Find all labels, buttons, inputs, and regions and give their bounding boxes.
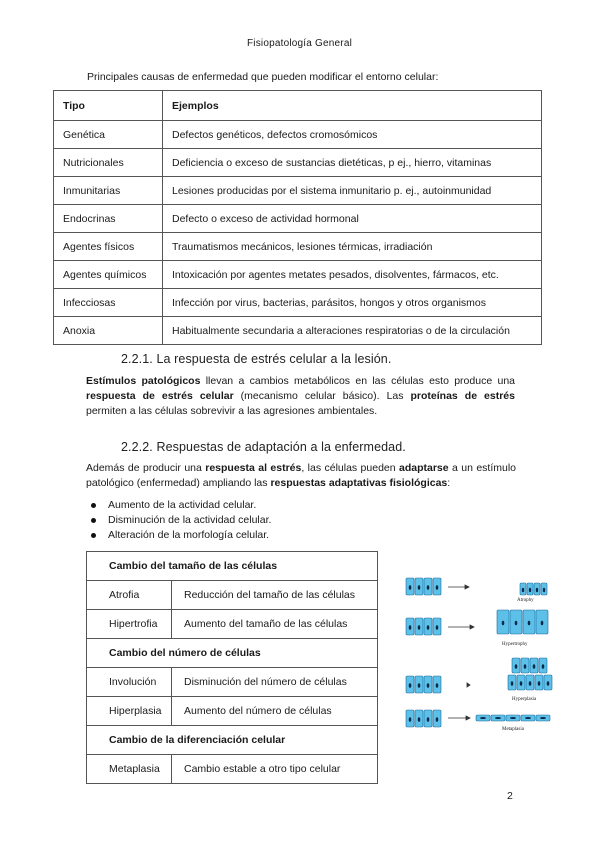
stress-paragraph	[86, 374, 515, 419]
cell-nucleus	[409, 717, 412, 722]
cell-nucleus	[522, 588, 524, 593]
paragraph-text: llevan a cambios metabólicos en las células esto produce una	[200, 375, 515, 387]
cell-nucleus	[538, 681, 541, 686]
page-number: 2	[507, 790, 513, 802]
column-header: Tipo	[54, 91, 163, 121]
cell-nucleus	[515, 621, 518, 626]
cause-type: Nutricionales	[54, 149, 163, 177]
cell-nucleus	[511, 681, 514, 686]
cell-nucleus	[541, 621, 544, 626]
table-row	[54, 233, 542, 261]
cause-examples: Traumatismos mecánicos, lesiones térmicas, irradiación	[163, 233, 542, 261]
group-title: Cambio de la diferenciación celular	[87, 726, 378, 755]
cell-nucleus	[436, 585, 439, 590]
cell-nucleus	[427, 625, 430, 630]
table-row	[54, 261, 542, 289]
table-row	[54, 205, 542, 233]
table-row	[54, 121, 542, 149]
group-row	[87, 639, 378, 668]
table-row	[54, 317, 542, 345]
cause-examples: Infección por virus, bacterias, parásitos, hongos y otros organismos	[163, 289, 542, 317]
cell-nucleus	[418, 717, 421, 722]
paragraph-text: permiten a las células sobrevivir a las agresiones ambientales.	[86, 405, 378, 417]
adaptation-type: Metaplasia	[87, 755, 172, 784]
paragraph-text: (mecanismo celular básico). Las	[233, 390, 411, 402]
adaptation-type: Hiperplasia	[87, 697, 172, 726]
cell-nucleus	[529, 681, 532, 686]
bold-term: respuestas adaptativas fisiológicas	[270, 477, 448, 489]
section-heading-stress: 2.2.1. La respuesta de estrés celular a la lesión.	[121, 352, 392, 366]
cell-nucleus	[520, 681, 523, 686]
cell-nucleus	[536, 588, 538, 593]
cause-type: Agentes químicos	[54, 261, 163, 289]
paragraph-text: :	[447, 477, 451, 489]
table-row	[87, 668, 378, 697]
bold-term: respuesta al estrés	[205, 462, 302, 474]
cell-nucleus	[502, 621, 505, 626]
column-header: Ejemplos	[163, 91, 542, 121]
cell-nucleus	[427, 717, 430, 722]
adaptation-description: Disminución del número de células	[172, 668, 378, 697]
adaptation-type: Atrofia	[87, 581, 172, 610]
adaptation-table	[86, 551, 378, 784]
adaptation-description: Aumento del tamaño de las células	[172, 610, 378, 639]
cell-nucleus	[547, 681, 550, 686]
cell-nucleus	[427, 683, 430, 688]
cell-nucleus	[533, 664, 536, 669]
adaptation-description: Cambio estable a otro tipo celular	[172, 755, 378, 784]
group-title: Cambio del número de células	[87, 639, 378, 668]
cause-type: Infecciosas	[54, 289, 163, 317]
cell-nucleus	[524, 664, 527, 669]
list-item: Aumento de la actividad celular.	[86, 498, 271, 513]
group-title: Cambio del tamaño de las células	[87, 552, 378, 581]
figure-arrows	[448, 585, 474, 720]
cell-nucleus	[418, 585, 421, 590]
cause-type: Inmunitarias	[54, 177, 163, 205]
cell-nucleus	[480, 717, 486, 719]
cell-nucleus	[436, 625, 439, 630]
table-row	[87, 755, 378, 784]
table-row	[54, 177, 542, 205]
cell-nucleus	[436, 683, 439, 688]
adaptation-paragraph	[86, 461, 516, 491]
cell-nucleus	[510, 717, 516, 719]
section-heading-adaptation: 2.2.2. Respuestas de adaptación a la enfermedad.	[121, 440, 406, 454]
table-row	[87, 697, 378, 726]
bold-term: respuesta de estrés celular	[86, 390, 234, 402]
table-row	[54, 149, 542, 177]
cell-nucleus	[529, 588, 531, 593]
cause-examples: Defecto o exceso de actividad hormonal	[163, 205, 542, 233]
cell-nucleus	[436, 717, 439, 722]
causes-table	[53, 90, 542, 345]
cause-type: Genética	[54, 121, 163, 149]
list-item: Disminución de la actividad celular.	[86, 513, 271, 528]
bold-term: adaptarse	[399, 462, 449, 474]
adaptation-description: Reducción del tamaño de las células	[172, 581, 378, 610]
metaplasia-label: Metaplasia	[502, 727, 524, 732]
group-row	[87, 552, 378, 581]
list-item: Alteración de la morfología celular.	[86, 528, 271, 543]
cause-examples: Lesiones producidas por el sistema inmunitario p. ej., autoinmunidad	[163, 177, 542, 205]
cell-nucleus	[418, 683, 421, 688]
paragraph-text: a un estímulo patológico (enfermedad) ampliando las	[86, 462, 516, 489]
cell-nucleus	[409, 683, 412, 688]
cause-examples: Deficiencia o exceso de sustancias dietéticas, p ej., hierro, vitaminas	[163, 149, 542, 177]
paragraph-text: , las células pueden	[301, 462, 399, 474]
cause-examples: Defectos genéticos, defectos cromosómicos	[163, 121, 542, 149]
cell-nucleus	[540, 717, 546, 719]
adaptation-description: Aumento del número de células	[172, 697, 378, 726]
cause-type: Agentes físicos	[54, 233, 163, 261]
table-row	[87, 581, 378, 610]
group-row	[87, 726, 378, 755]
cell-nucleus	[418, 625, 421, 630]
cell-nucleus	[409, 585, 412, 590]
bold-term: Estímulos patológicos	[86, 375, 201, 387]
intro-text: Principales causas de enfermedad que pueden modificar el entorno celular:	[87, 71, 439, 83]
cell-nucleus	[427, 585, 430, 590]
paragraph-text: Además de producir una	[86, 462, 206, 474]
cause-examples: Intoxicación por agentes metates pesados, disolventes, fármacos, etc.	[163, 261, 542, 289]
bold-term: proteínas de estrés	[410, 390, 515, 402]
table-row	[87, 610, 378, 639]
cell-adaptation-figure	[400, 568, 572, 738]
cell-nucleus	[525, 717, 531, 719]
adaptation-type: Involución	[87, 668, 172, 697]
table-row	[54, 289, 542, 317]
page-header: Fisiopatología General	[246, 38, 352, 49]
table-header-row	[54, 91, 542, 121]
cell-nucleus	[528, 621, 531, 626]
cause-type: Anoxia	[54, 317, 163, 345]
cause-examples: Habitualmente secundaria a alteraciones respiratorias o de la circulación	[163, 317, 542, 345]
cell-nucleus	[543, 588, 545, 593]
hyperplasia-label: Hyperplasia	[512, 697, 537, 702]
cell-nucleus	[409, 625, 412, 630]
cell-nucleus	[495, 717, 501, 719]
cell-nucleus	[515, 664, 518, 669]
cause-type: Endocrinas	[54, 205, 163, 233]
bullet-list	[86, 498, 271, 543]
cell-nucleus	[542, 664, 545, 669]
hypertrophy-label: Hypertrophy	[502, 642, 528, 647]
atrophy-label: Atrophy	[517, 598, 534, 603]
adaptation-type: Hipertrofia	[87, 610, 172, 639]
